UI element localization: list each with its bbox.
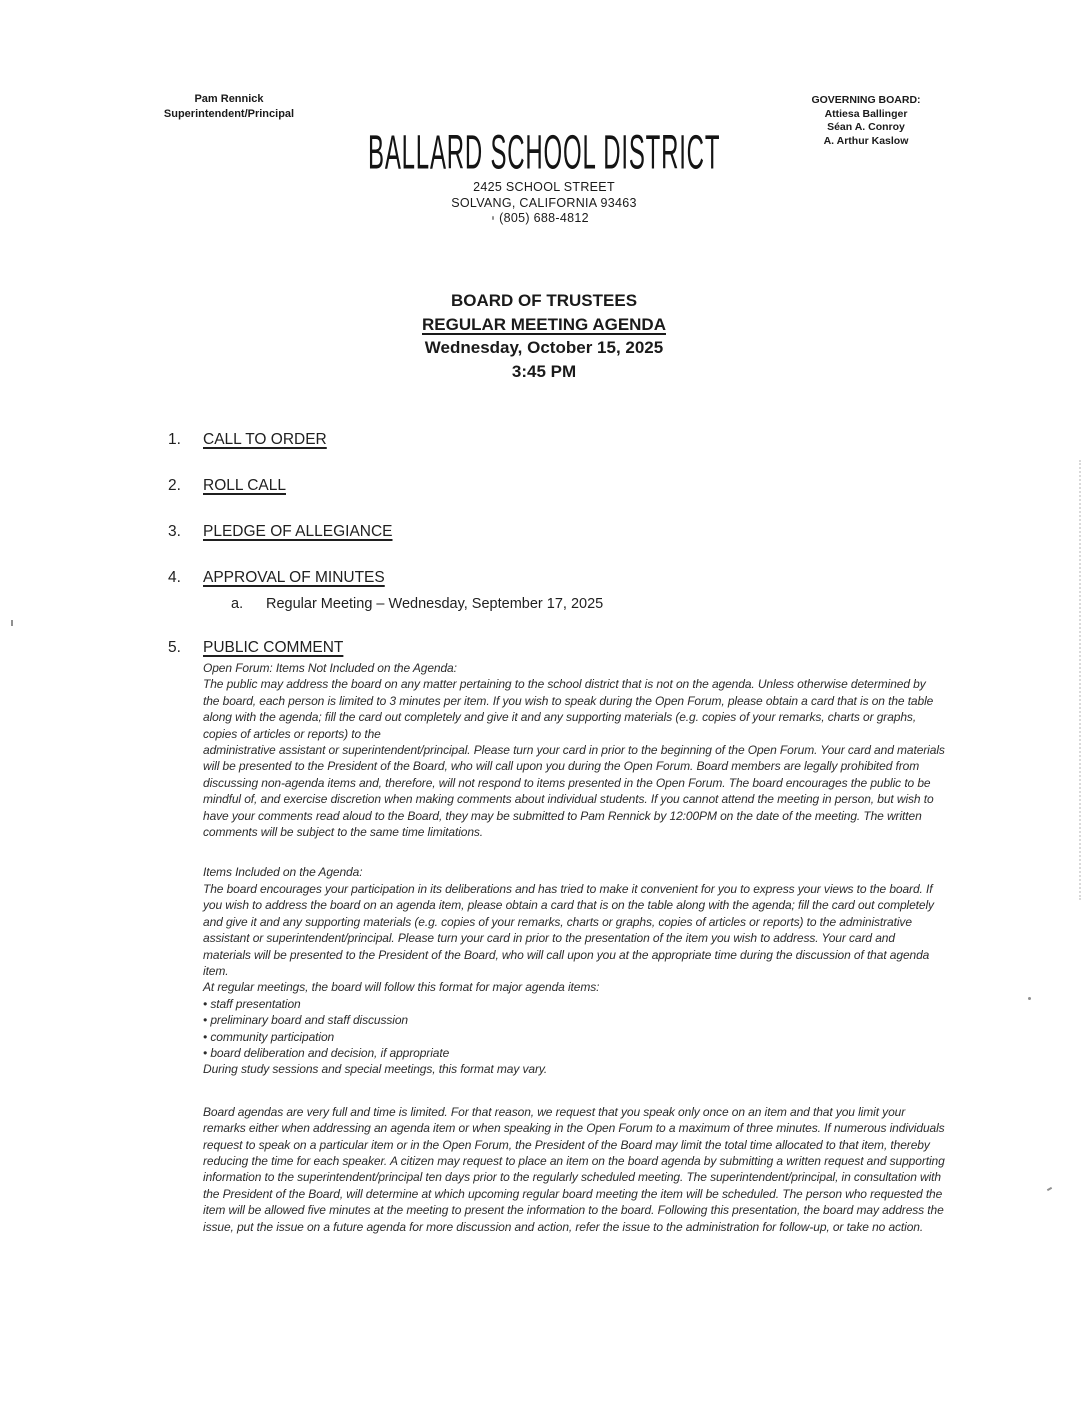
format-list-item: • preliminary board and staff discussion <box>203 1012 945 1028</box>
agenda-item-label: PLEDGE OF ALLEGIANCE <box>203 523 393 540</box>
open-forum-paragraph: The public may address the board on any matter pertaining to the school district that is not on the agenda. Unless otherwise determined by the board, each person is limited to 3 minutes per item. If you wish to speak during the Open Forum, please obtain a card that is on the table along with the agenda; fill the card out completely and give it and any supporting materials (e.g. copies of your remarks, charts or graphs, copies of articles or reports) to the <box>203 677 934 741</box>
meeting-body-name: BOARD OF TRUSTEES <box>450 291 638 310</box>
agenda-item-number: 4. <box>168 569 181 586</box>
meeting-title-block <box>0 289 1088 383</box>
format-list-item: • community participation <box>203 1029 945 1045</box>
scan-artifact <box>11 620 13 626</box>
governing-board-label: GOVERNING BOARD: <box>811 94 921 106</box>
format-list-item: • staff presentation <box>203 996 945 1012</box>
agenda-item-number: 5. <box>168 639 181 656</box>
format-list-item: • board deliberation and decision, if appropriate <box>203 1045 945 1061</box>
open-forum-heading: Open Forum: Items Not Included on the Agenda: <box>203 661 457 675</box>
superintendent-block <box>148 92 310 122</box>
board-member: Attiesa Ballinger <box>824 107 908 120</box>
format-intro: At regular meetings, the board will follow this format for major agenda items: <box>203 980 600 995</box>
agenda-item-call-to-order <box>168 431 960 449</box>
meeting-agenda-title: REGULAR MEETING AGENDA <box>422 314 666 334</box>
agenda-item-pledge <box>168 523 960 541</box>
public-comment-body <box>203 660 945 1235</box>
district-address-line1: 2425 SCHOOL STREET <box>473 180 615 194</box>
meeting-time: 3:45 PM <box>511 361 577 381</box>
agenda-item-roll-call <box>168 477 960 495</box>
agenda-item-number: 1. <box>168 431 181 448</box>
superintendent-title: Superintendent/Principal <box>163 108 295 120</box>
agenda-item-label: ROLL CALL <box>203 477 286 494</box>
agenda-item-public-comment <box>168 639 960 657</box>
superintendent-name: Pam Rennick <box>194 93 264 105</box>
agenda-item-label: PUBLIC COMMENT <box>203 639 344 656</box>
agenda-item-approval-of-minutes <box>168 569 960 587</box>
district-address-line2: SOLVANG, CALIFORNIA 93463 <box>451 195 637 210</box>
open-forum-block <box>203 660 945 840</box>
items-included-heading: Items Included on the Agenda: <box>203 865 363 880</box>
items-included-paragraph: The board encourages your participation in its deliberations and has tried to make it convenient for you to express your views to the board. If you wish to address the board on an agenda item, please obtain a card that is on the table along with the agenda; fill the card out completely and give it and any supporting materials (e.g. copies of your remarks, charts or graphs, copies of articles or reports) to the administrative assistant or superintendent/principal. Please turn your card in prior to the presentation of the item you wish to address. Your card and materials will be presented to the President of the Board, who will call upon you at the appropriate time during the discussion of that agenda item. <box>203 881 934 978</box>
district-phone: (805) 688-4812 <box>499 211 589 225</box>
agenda-item-label: CALL TO ORDER <box>203 431 327 448</box>
agenda-subitem-label: Regular Meeting – Wednesday, September 17, 2025 <box>266 596 604 612</box>
open-forum-paragraph: administrative assistant or superintendent/principal. Please turn your card in prior to the beginning of the Open Forum. Your card and materials will be presented to the President of the Board, who will call upon you during the Open Forum. Board members are legally prohibited from discussing non-agenda items and, therefore, will not respond to items presented in the Open Forum. The board encourages the public to be mindful of, and exercise discretion when making comments about individual students. If you cannot attend the meeting in person, but wish to have your comments read aloud to the Board, they may be submitted to Pam Rennick by 12:00PM on the date of the meeting. The written comments will be subject to the same time limitations. <box>203 743 945 840</box>
scan-artifact <box>1028 997 1031 1000</box>
time-limits-paragraph: Board agendas are very full and time is limited. For that reason, we request that you speak only once on an item and that you limit your remarks either when addressing an agenda item or when speaking in the Open Forum to a maximum of three minutes. If numerous individuals request to speak on a particular item or in the Open Forum, the President of the Board may limit the total time allocated to that item, thereby reducing the time for each speaker. A citizen may request to place an item on the board agenda by submitting a written request and supporting information to the superintendent/principal ten days prior to the regularly scheduled meeting. The superintendent/principal, in consultation with the President of the Board, will determine at which upcoming regular board meeting the item will be scheduled. The person who requested the item will be allowed five minutes at the meeting to present the information to the board. Following this presentation, the board may address the issue, put the issue on a future agenda for more discussion and action, refer the issue to the administration for follow-up, or take no action. <box>203 1104 945 1234</box>
board-member: Séan A. Conroy <box>827 121 905 133</box>
district-name: BALLARD SCHOOL DISTRICT <box>367 126 721 180</box>
board-member: A. Arthur Kaslow <box>823 134 909 147</box>
time-limits-block <box>203 1104 945 1235</box>
scan-artifact <box>1047 1187 1052 1191</box>
format-note: During study sessions and special meetings, this format may vary. <box>203 1062 548 1077</box>
format-list <box>203 996 945 1062</box>
agenda-subitem-prior-minutes <box>231 595 960 613</box>
items-included-block <box>203 864 945 1077</box>
meeting-date: Wednesday, October 15, 2025 <box>424 338 664 357</box>
agenda-subitem-letter: a. <box>231 596 244 612</box>
agenda-item-number: 2. <box>168 477 181 494</box>
agenda-item-label: APPROVAL OF MINUTES <box>203 569 385 586</box>
agenda-list <box>168 431 960 1235</box>
scan-artifact <box>492 216 494 220</box>
scan-edge-noise <box>1079 460 1081 900</box>
agenda-item-number: 3. <box>168 523 181 540</box>
